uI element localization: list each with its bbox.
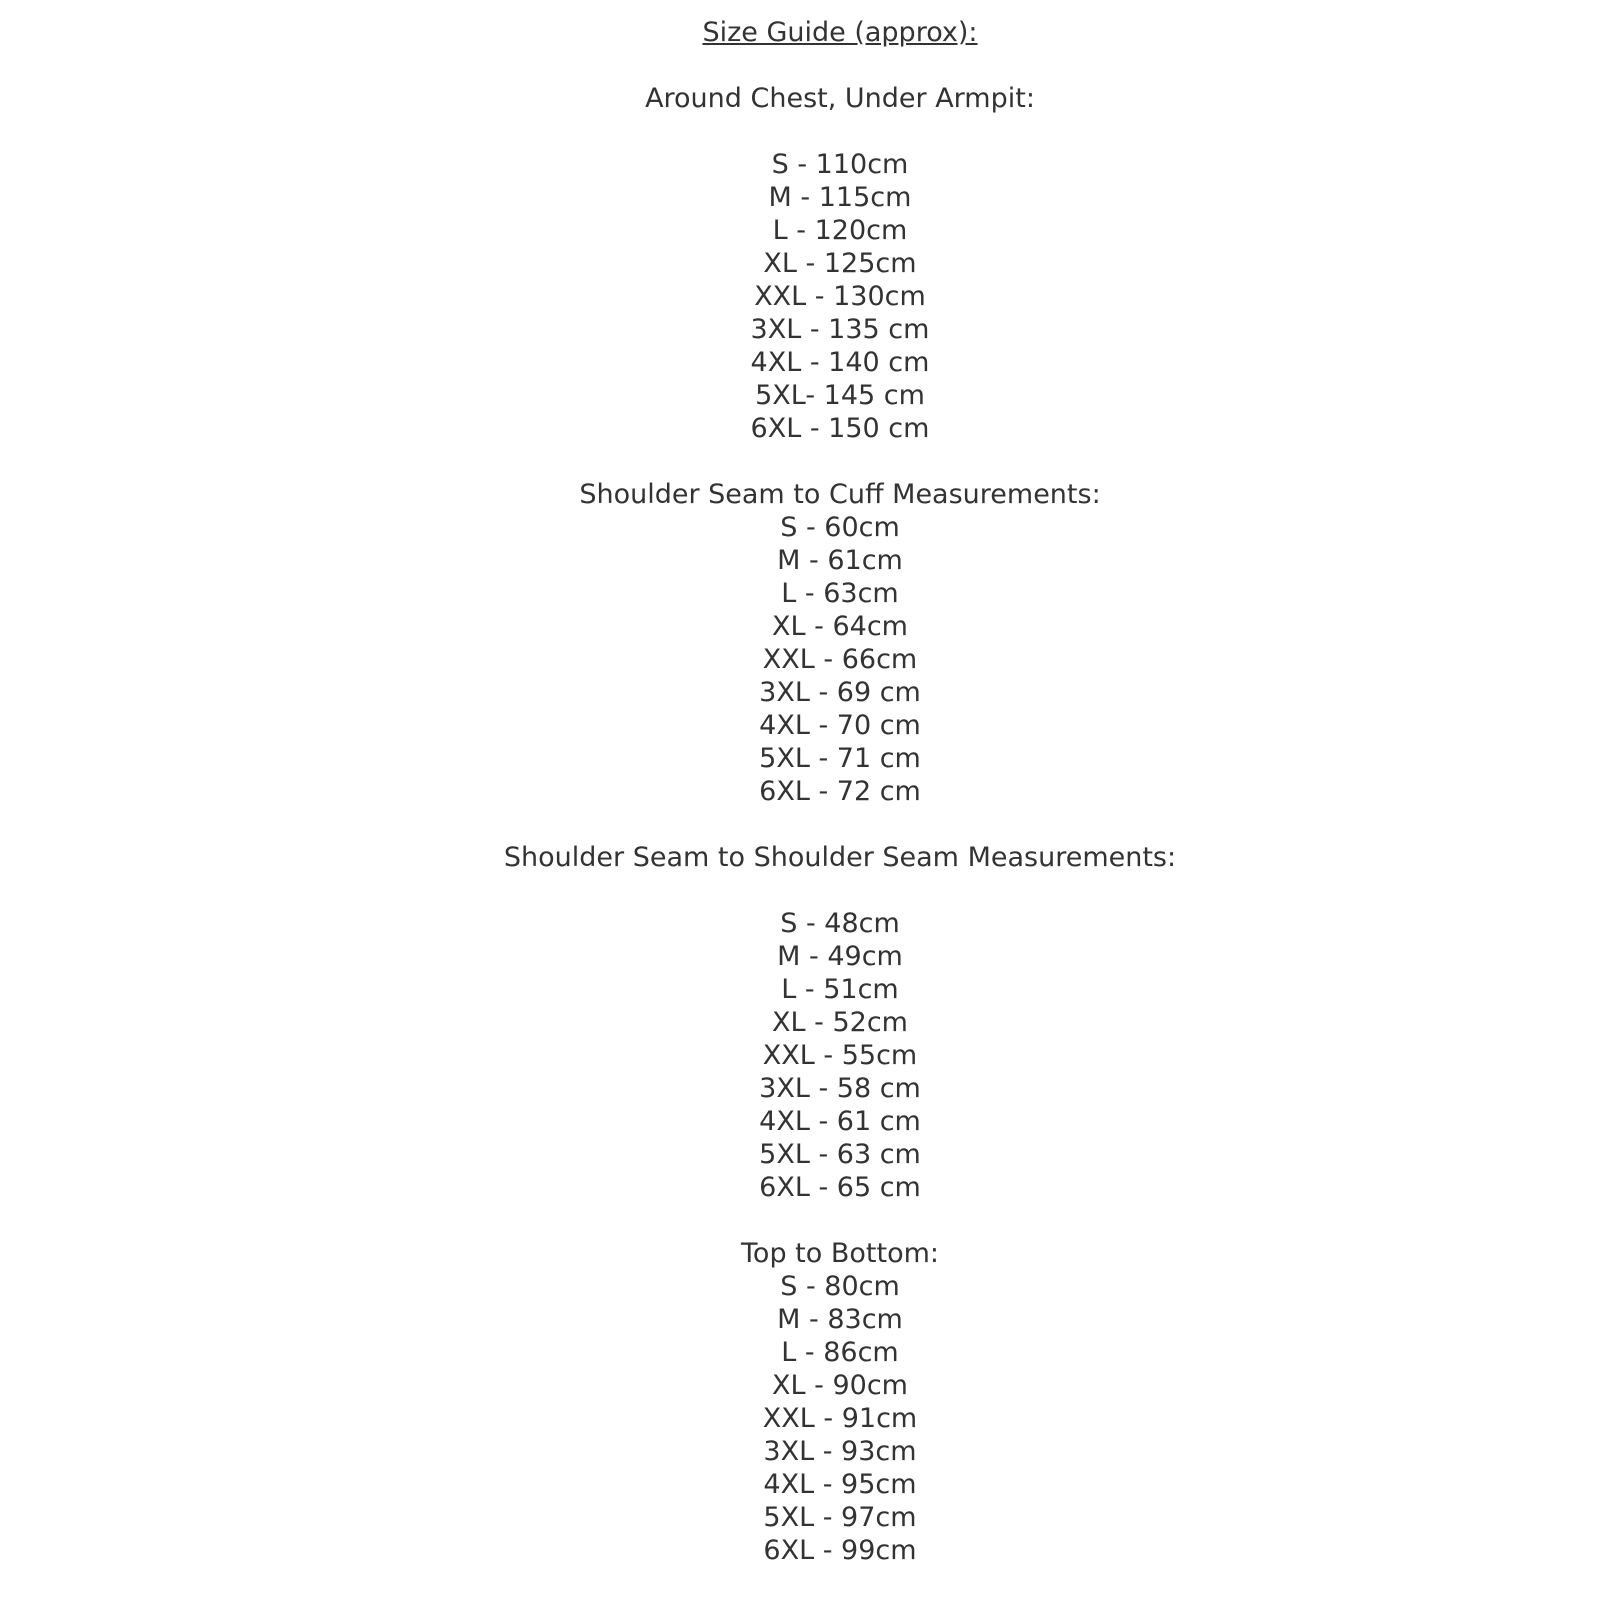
- size-entry: S - 48cm: [780, 908, 900, 939]
- size-entry: M - 49cm: [777, 941, 903, 972]
- size-entry: 3XL - 69 cm: [759, 677, 921, 708]
- size-entry: 4XL - 61 cm: [759, 1106, 921, 1137]
- size-entry: XXL - 130cm: [754, 281, 926, 312]
- size-entry: XL - 64cm: [772, 611, 908, 642]
- size-entry: 6XL - 150 cm: [750, 413, 930, 444]
- size-entry: 6XL - 72 cm: [759, 776, 921, 807]
- size-entry: 3XL - 93cm: [763, 1436, 917, 1467]
- size-entry: 6XL - 65 cm: [759, 1172, 921, 1203]
- size-entry: XL - 52cm: [772, 1007, 908, 1038]
- size-entry: XXL - 91cm: [762, 1403, 918, 1434]
- size-entry: L - 51cm: [781, 974, 899, 1005]
- size-entry: S - 110cm: [771, 149, 909, 180]
- size-entry: 5XL - 63 cm: [759, 1139, 921, 1170]
- size-entry: 3XL - 135 cm: [750, 314, 930, 345]
- size-entry: 4XL - 70 cm: [759, 710, 921, 741]
- page-title: Size Guide (approx):: [702, 17, 978, 48]
- size-entry: XXL - 66cm: [762, 644, 918, 675]
- size-entry: 6XL - 99cm: [763, 1535, 917, 1566]
- size-entry: XL - 90cm: [772, 1370, 908, 1401]
- size-entry: XL - 125cm: [763, 248, 917, 279]
- section-heading-shoulder-to-cuff: Shoulder Seam to Cuff Measurements:: [579, 479, 1101, 510]
- section-heading-around-chest: Around Chest, Under Armpit:: [645, 83, 1035, 114]
- size-entry: 5XL - 97cm: [763, 1502, 917, 1533]
- section-shoulder-to-shoulder: [80, 841, 1600, 1204]
- section-top-to-bottom: [80, 1237, 1600, 1567]
- section-around-chest: [80, 82, 1600, 445]
- size-entry: 4XL - 95cm: [763, 1469, 917, 1500]
- size-entry: XXL - 55cm: [762, 1040, 918, 1071]
- size-entry: S - 80cm: [780, 1271, 900, 1302]
- section-shoulder-to-cuff: [80, 478, 1600, 808]
- size-entry: 5XL - 71 cm: [759, 743, 921, 774]
- size-entry: S - 60cm: [780, 512, 900, 543]
- size-entry: M - 115cm: [768, 182, 912, 213]
- size-entry: 5XL- 145 cm: [755, 380, 925, 411]
- size-entry: L - 120cm: [772, 215, 908, 246]
- size-entry: M - 83cm: [777, 1304, 903, 1335]
- section-heading-top-to-bottom: Top to Bottom:: [741, 1238, 939, 1269]
- size-entry: L - 86cm: [781, 1337, 899, 1368]
- size-entry: 3XL - 58 cm: [759, 1073, 921, 1104]
- size-entry: 4XL - 140 cm: [750, 347, 930, 378]
- section-heading-shoulder-to-shoulder: Shoulder Seam to Shoulder Seam Measurements:: [503, 842, 1177, 873]
- size-entry: M - 61cm: [777, 545, 903, 576]
- size-entry: L - 63cm: [781, 578, 899, 609]
- size-guide-document: [80, 0, 1600, 1567]
